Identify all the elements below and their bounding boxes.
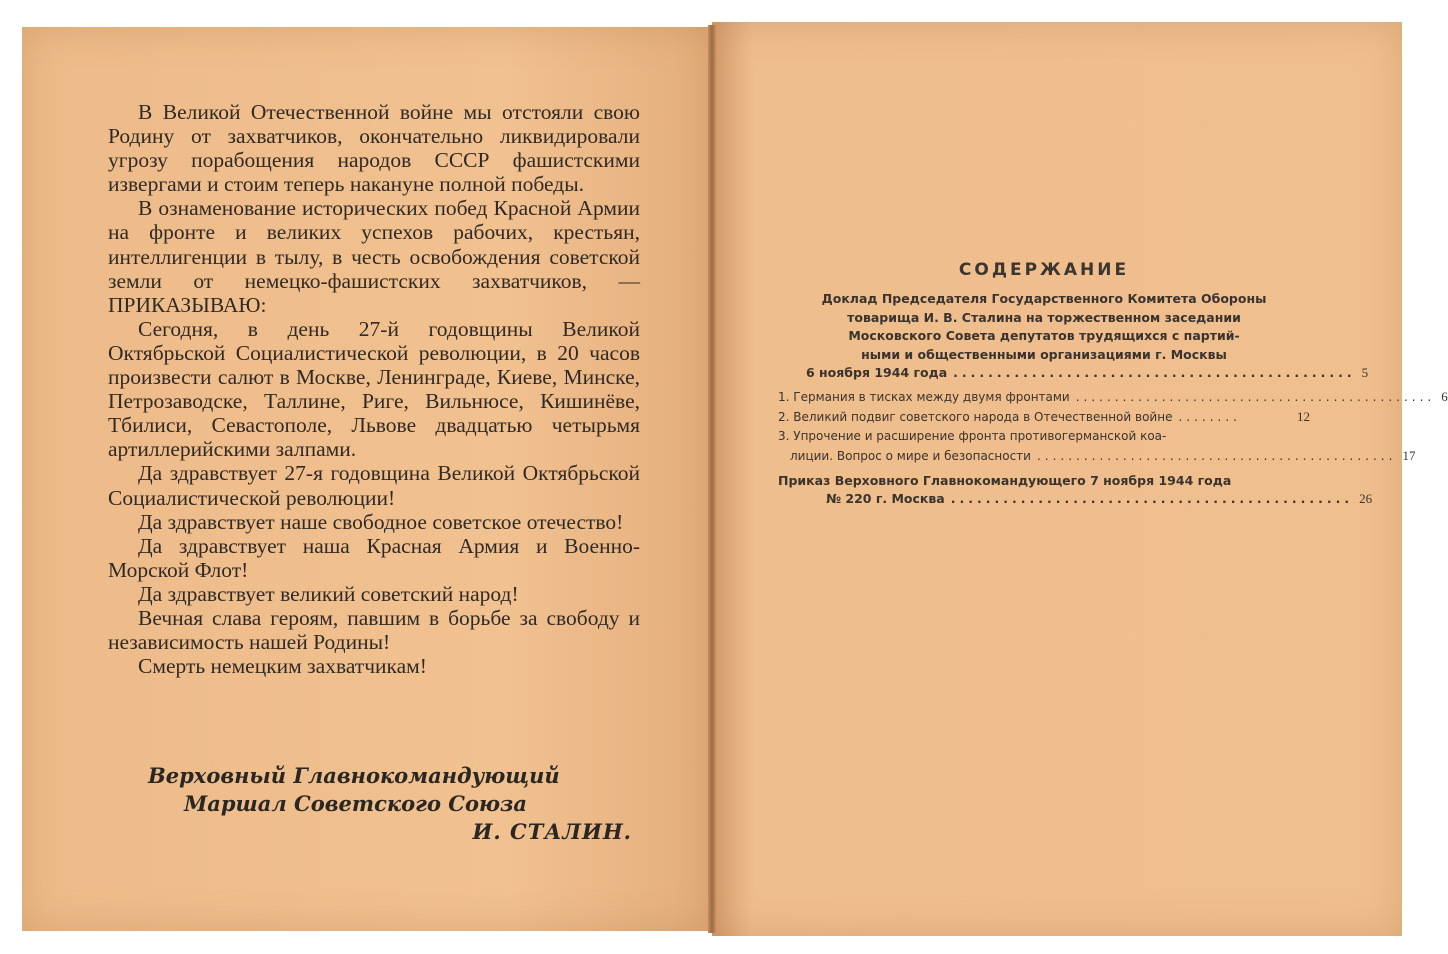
- toc-page-number: 6: [1441, 388, 1448, 404]
- paragraph-long-live-army: Да здравствует наша Красная Армия и Военно-Морской Флот!: [108, 533, 640, 582]
- toc-page-number: 12: [1297, 408, 1310, 424]
- toc-sub-entry[interactable]: [778, 387, 1448, 407]
- toc-page-number: 26: [1359, 491, 1373, 506]
- toc-page-number: 17: [1402, 447, 1416, 463]
- signature-title-marshal: Маршал Советского Союза: [184, 791, 528, 816]
- toc-entry-order[interactable]: [778, 472, 1373, 509]
- paragraph-long-live-revolution: Да здравствует 27-я годовщина Великой Октябрьской Социалистической революции!: [108, 461, 640, 510]
- toc-page-number: 5: [1361, 365, 1369, 380]
- paragraph-long-live-people: Да здравствует великий советский народ!: [138, 581, 519, 606]
- toc-sub-entry-text: 3. Упрочение и расширение фронта противогерманской коа-: [778, 428, 1167, 443]
- table-of-contents: [778, 290, 1448, 509]
- toc-sub-entry-continued: [778, 446, 1416, 466]
- toc-sub-entry-text: 2. Великий подвиг советского народа в Отечественной войне: [778, 409, 1173, 424]
- toc-entry-order-number: № 220 г. Москва: [826, 491, 945, 506]
- paragraph-salute: Сегодня, в день 27-й годовщины Великой Октябрьской Социалистической революции, в 20 часов произвести салют в Москве, Ленинграде, Киеве, Минске, Петрозаводске, Таллине, Риге, Вильнюсе, Кишинёве, Тбилиси, Севастополе, Львове двадцатью четырьмя артиллерийскими залпами.: [108, 316, 640, 462]
- signature-block: [108, 762, 640, 846]
- toc-leader-dots: ........: [1178, 409, 1241, 424]
- toc-entry-report-date: 6 ноября 1944 года: [806, 365, 948, 380]
- paragraph-long-live-fatherland: Да здравствует наше свободное советское отечество!: [138, 509, 624, 534]
- toc-entry-report-line: ными и общественными организациями г. Москвы: [861, 346, 1227, 362]
- toc-entry-report-line: товарища И. В. Сталина на торжественном заседании: [847, 309, 1241, 325]
- paragraph-death-to-invaders: Смерть немецким захватчикам!: [138, 654, 427, 679]
- contents-title: СОДЕРЖАНИЕ: [958, 260, 1130, 280]
- toc-leader-dots: ..............................................: [1075, 389, 1436, 404]
- signature-title-commander: Верховный Главнокомандующий: [148, 763, 560, 788]
- toc-leader-dots: ..............................................: [950, 491, 1354, 506]
- toc-sub-entry-text: лиции. Вопрос о мире и безопасности: [790, 448, 1031, 463]
- toc-entry-order-title: Приказ Верховного Главнокомандующего 7 ноября 1944 года: [778, 472, 1232, 488]
- signature-name: И. СТАЛИН.: [472, 819, 632, 844]
- toc-sub-entry[interactable]: [778, 407, 1310, 427]
- paragraph-eternal-glory: Вечная слава героям, павшим в борьбе за свободу и независимость нашей Родины!: [108, 605, 640, 655]
- book-spine: [708, 25, 716, 933]
- toc-entry-report-line: Доклад Председателя Государственного Комитета Обороны: [821, 291, 1267, 306]
- paragraph-victory: В Великой Отечественной войне мы отстояли свою Родину от захватчиков, окончательно ликвидировали угрозу порабощения народов СССР фашистскими извергами и стоим теперь накануне полной победы.: [108, 100, 640, 197]
- toc-entry-report-last-line: [778, 364, 1369, 383]
- toc-leader-dots: ..............................................: [1036, 448, 1397, 463]
- toc-entry-report-line: Московского Совета депутатов трудящихся с партий-: [848, 328, 1240, 343]
- toc-sub-entry-text: 1. Германия в тисках между двумя фронтами: [778, 389, 1070, 404]
- order-body-text: [108, 100, 640, 678]
- toc-entry-order-number-line: [778, 490, 1373, 509]
- paragraph-order: В ознаменование исторических побед Красной Армии на фронте и великих успехов рабочих, крестьян, интеллигенции в тылу, в честь освобождения советской земли от немецко-фашистских захватчиков, — ПРИКАЗЫВАЮ:: [108, 196, 640, 317]
- toc-sub-entries: [778, 387, 1448, 466]
- toc-sub-entry[interactable]: [778, 427, 1416, 466]
- toc-entry-report[interactable]: [778, 290, 1369, 383]
- toc-leader-dots: ..............................................: [953, 365, 1356, 380]
